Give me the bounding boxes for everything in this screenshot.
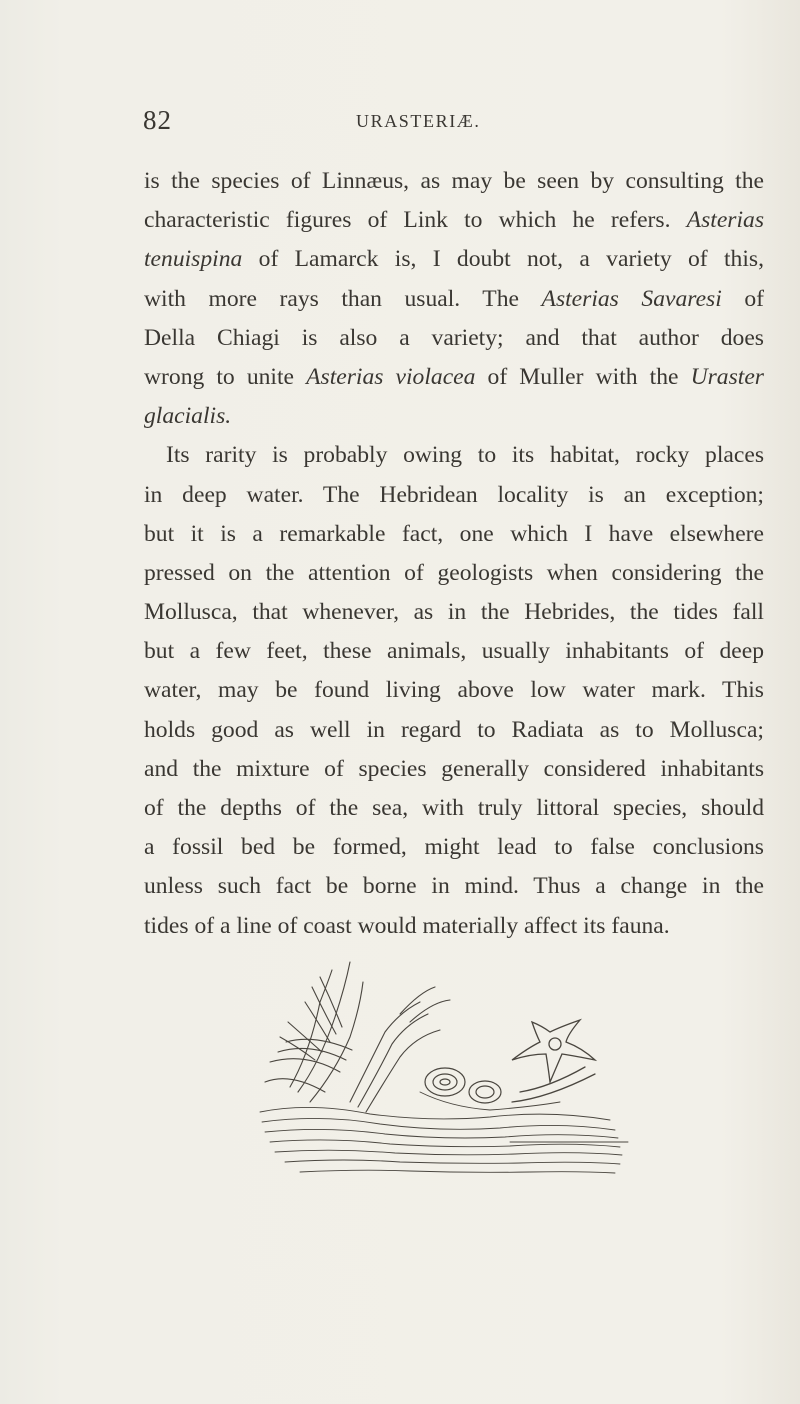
text-line: unless such fact be borne in mind. Thus a change in the bbox=[144, 873, 764, 900]
text-line: and the mixture of species generally considered inhabitants bbox=[144, 755, 764, 782]
starfish-seaweed-engraving-icon bbox=[250, 942, 630, 1192]
text-line: wrong to unite Asterias violacea of Muller with the Uraster bbox=[144, 363, 764, 390]
text-line: of the depths of the sea, with truly littoral species, should bbox=[144, 795, 764, 821]
text-line: Mollusca, that whenever, as in the Hebrides, the tides fall bbox=[144, 599, 764, 626]
page-number: 82 bbox=[143, 105, 172, 135]
text-line: but a few feet, these animals, usually inhabitants of deep bbox=[144, 638, 764, 665]
text-line: water, may be found living above low water mark. This bbox=[144, 677, 764, 704]
running-head: URASTERIÆ. bbox=[356, 111, 481, 131]
text-line: tenuispina of Lamarck is, I doubt not, a variety of this, bbox=[144, 246, 764, 273]
species-name: tenuispina bbox=[144, 246, 243, 273]
species-name: glacialis. bbox=[144, 403, 232, 430]
text-line: with more rays than usual. The Asterias Savaresi of bbox=[144, 285, 764, 312]
text-line bbox=[144, 397, 764, 436]
paragraph-1 bbox=[144, 162, 764, 436]
text-line: tides of a line of coast would materially affect its fauna. bbox=[144, 912, 670, 939]
species-name: Asterias bbox=[686, 207, 765, 234]
page-header bbox=[143, 103, 763, 139]
text-line: characteristic figures of Link to which he refers. Asterias bbox=[144, 207, 765, 234]
species-name: Asterias Savaresi bbox=[541, 285, 722, 312]
species-name: Uraster bbox=[690, 363, 764, 390]
text-line: Its rarity is probably owing to its habitat, rocky places bbox=[166, 442, 764, 469]
paragraph-2 bbox=[144, 436, 764, 945]
text-line: Della Chiagi is also a variety; and that author does bbox=[144, 324, 764, 351]
species-name: Asterias violacea bbox=[306, 363, 476, 390]
text-line: pressed on the attention of geologists when considering the bbox=[144, 559, 764, 586]
text-line: a fossil bed be formed, might lead to false conclusions bbox=[144, 834, 764, 861]
text-line: but it is a remarkable fact, one which I have elsewhere bbox=[144, 520, 764, 547]
text-line: holds good as well in regard to Radiata as to Mollusca; bbox=[144, 716, 764, 743]
text-line: in deep water. The Hebridean locality is an exception; bbox=[144, 481, 764, 508]
text-line: is the species of Linnæus, as may be seen by consulting the bbox=[144, 168, 764, 194]
body-text bbox=[144, 162, 764, 946]
